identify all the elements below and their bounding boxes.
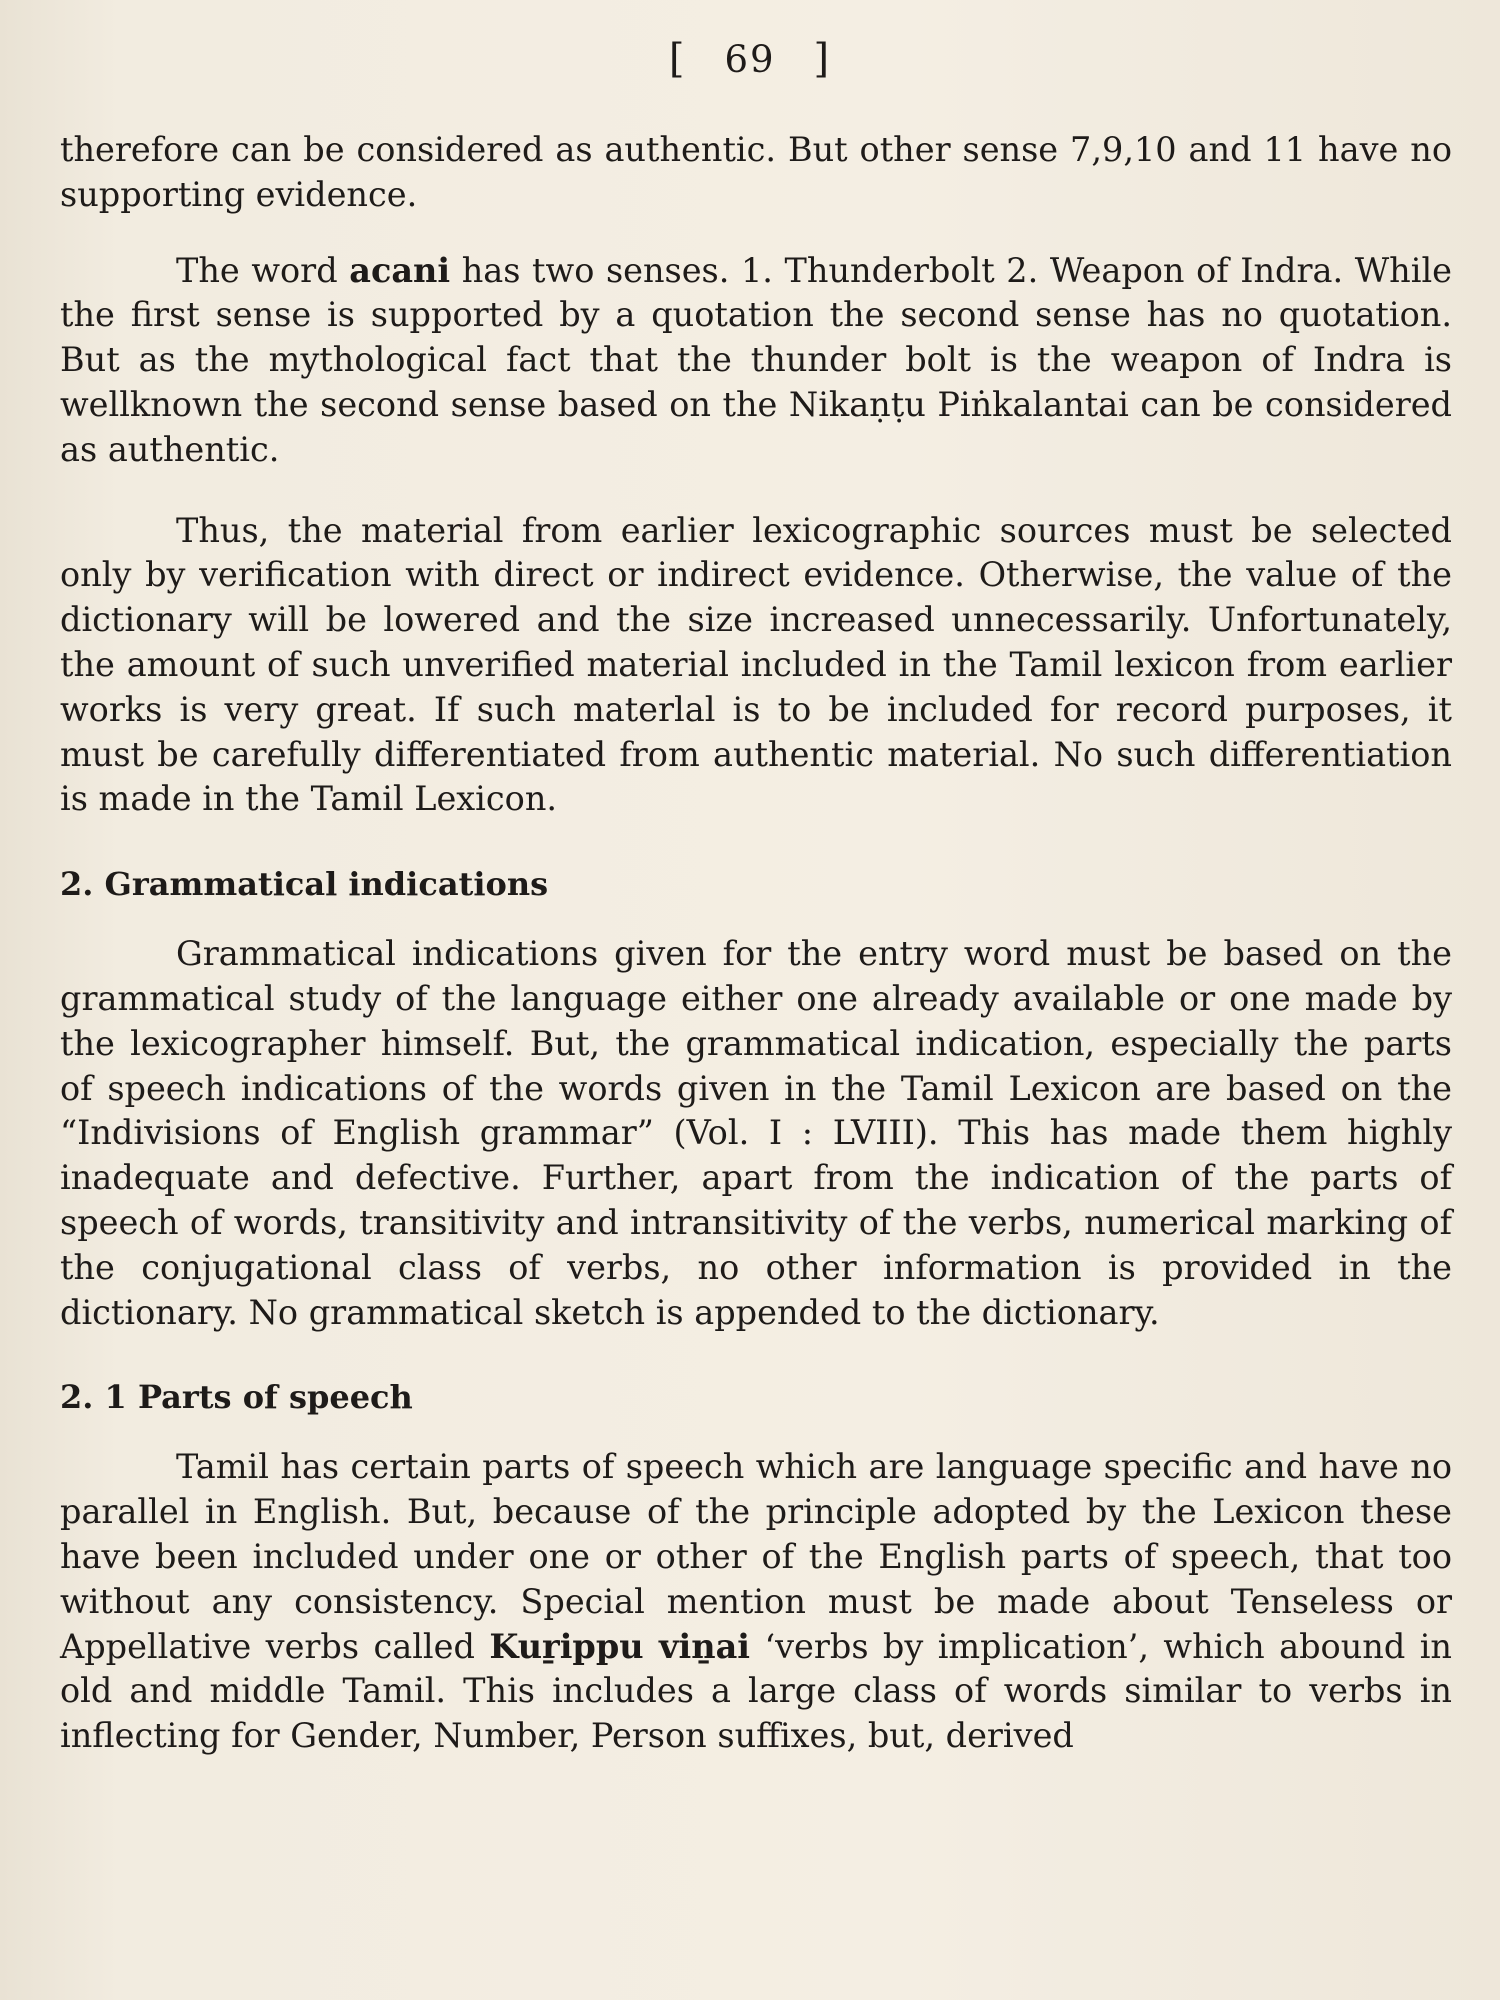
- paragraph-parts-of-speech-text-end: ‘verbs by implication’, which abound in old and middle Tamil. This includes a large class of words similar to verbs in inflecting for Gender, Number, Person suffixes, but, derived: [60, 1626, 1453, 1756]
- paragraph-continuation: therefore can be considered as authentic. But other sense 7,9,10 and 11 have no supporting evidence.: [60, 130, 1452, 214]
- paragraph-acani: [60, 249, 1452, 473]
- paragraph-grammatical-indications: Grammatical indications given for the entry word must be based on the grammatical study of the language either one already available or one made by the lexicographer himself. But, the grammatical indication, especially the parts of speech indications of the words given in the Tamil Lexicon are based on the “Indivisions of English grammar” (Vol. I : LVIII). This has made them highly inadequate and defective. Further, apart from the indication of the parts of speech of words, transitivity and intransitivity of the verbs, numerical marking of the conjugational class of verbs, no other information is provided in the dictionary. No grammatical sketch is appended to the dictionary.: [60, 934, 1452, 1332]
- open-bracket: [: [668, 36, 687, 82]
- paragraph-verification: Thus, the material from earlier lexicographic sources must be selected only by verification with direct or indirect evidence. Otherwise, the value of the dictionary will be lowered and the size increased unnecessarily. Unfortunately, the amount of such unverified material included in the Tamil lexicon from earlier works is very great. If such materlal is to be included for record purposes, it must be carefully differentiated from authentic material. No such differentiation is made in the Tamil Lexicon.: [60, 510, 1452, 819]
- body-text: [60, 128, 1452, 1759]
- term-kurippu-vinai: Kuṟippu viṉai: [489, 1626, 751, 1666]
- page-number-value: 69: [724, 38, 776, 81]
- paragraph-parts-of-speech-text-start: Tamil has certain parts of speech which are language specific and have no parallel in English. But, because of the principle adopted by the Lexicon these have been included under one or other of the English parts of speech, that too without any consistency. Special mention must be made about Tenseless or Appellative verbs called: [60, 1447, 1452, 1666]
- paragraph-acani-text-start: The word: [176, 250, 350, 290]
- term-acani: acani: [349, 250, 451, 290]
- heading-grammatical-indications: 2. Grammatical indications: [60, 865, 549, 904]
- paragraph-parts-of-speech: [60, 1445, 1452, 1759]
- close-bracket: ]: [813, 36, 832, 82]
- heading-parts-of-speech: 2. 1 Parts of speech: [60, 1378, 413, 1417]
- page-number: [0, 36, 1500, 82]
- paragraph-acani-text-end: has two senses. 1. Thunderbolt 2. Weapon of Indra. While the first sense is supported by a quotation the second sense has no quotation. But as the mythological fact that the thunder bolt is the weapon of Indra is wellknown the second sense based on the Nikaṇṭu Piṅkalantai can be considered as authentic.: [60, 250, 1452, 469]
